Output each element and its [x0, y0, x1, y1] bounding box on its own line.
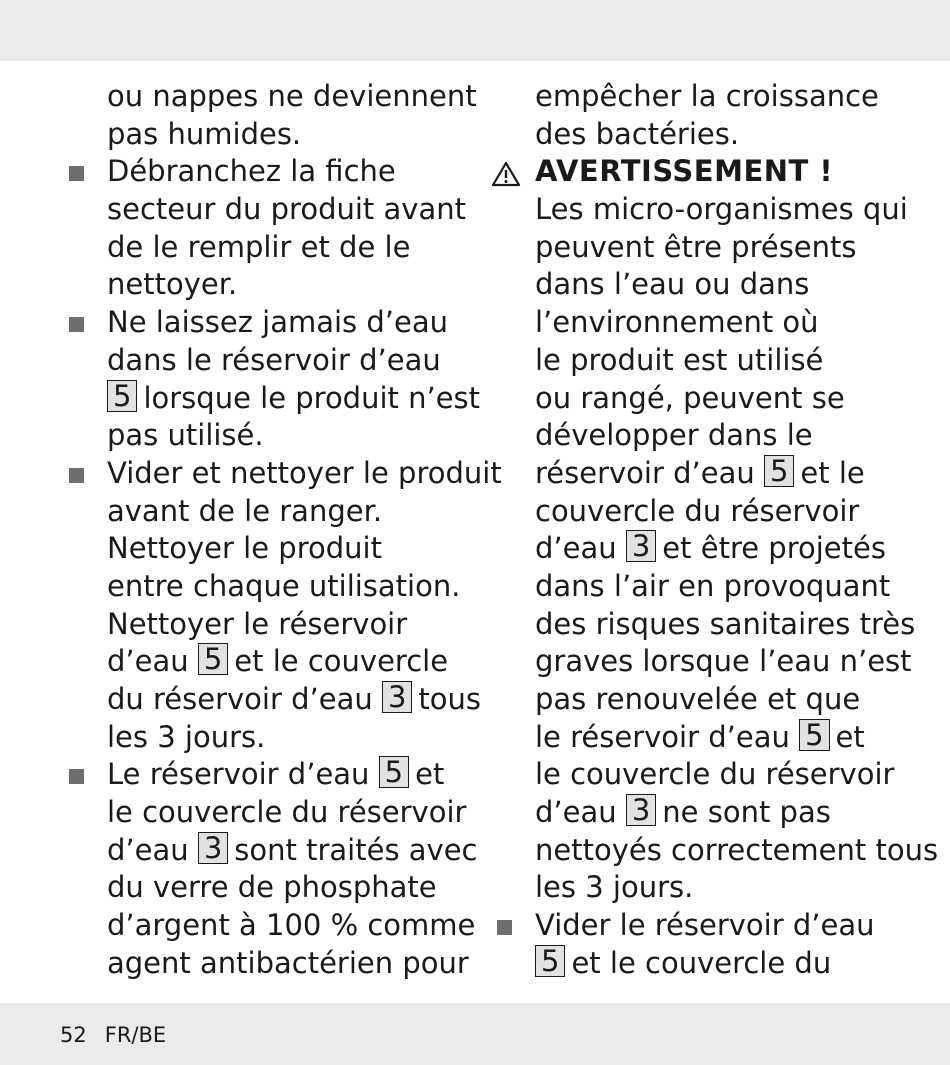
text-line: pas utilisé.	[107, 418, 264, 453]
page-footer	[60, 1022, 166, 1048]
text-line: pas humides.	[107, 116, 302, 151]
list-item: Ne laissez jamais d’eau	[107, 304, 477, 342]
bullet-square-icon	[69, 769, 84, 784]
part-reference-box: 5	[379, 756, 409, 788]
text-line: les 3 jours.	[107, 719, 266, 754]
list-item: Débranchez la fiche	[107, 153, 477, 191]
text-line: secteur du produit avant	[107, 192, 466, 227]
text-line: d’eau 3 ne sont pas	[535, 793, 831, 830]
top-band	[0, 0, 950, 61]
right-column	[535, 78, 939, 983]
text-line: le réservoir d’eau 5 et	[535, 717, 865, 754]
warning-triangle-icon	[491, 161, 521, 187]
page-number: 52	[60, 1023, 87, 1047]
part-reference-box: 5	[198, 643, 228, 675]
text-line: développer dans le	[535, 418, 813, 453]
text-line: entre chaque utilisation.	[107, 568, 461, 603]
left-column	[107, 78, 502, 983]
part-reference-box: 5	[107, 380, 137, 412]
list-item: Vider et nettoyer le produit	[107, 455, 477, 493]
locale-label: FR/BE	[104, 1023, 167, 1047]
text-line: de le remplir et de le	[107, 229, 411, 264]
bullet-square-icon	[69, 317, 84, 332]
text-line: d’argent à 100 % comme	[107, 908, 476, 943]
text-line: peuvent être présents	[535, 229, 857, 264]
text-line: réservoir d’eau 5 et le	[535, 453, 865, 490]
text-line: dans l’eau ou dans	[535, 267, 810, 302]
text-line: Nettoyer le réservoir	[107, 606, 408, 641]
text-line: du réservoir d’eau 3 tous	[107, 680, 482, 716]
text-line: d’eau 5 et le couvercle	[107, 642, 449, 679]
part-reference-box: 5	[764, 455, 794, 487]
part-reference-box: 3	[626, 530, 656, 562]
text-line: 5 lorsque le produit n’est	[107, 380, 477, 418]
bullet-square-icon	[69, 166, 84, 181]
text-line: le couvercle du réservoir	[107, 795, 467, 830]
bullet-square-icon	[69, 468, 84, 483]
bullet-square-icon	[497, 920, 512, 935]
text-line: ou nappes ne deviennent	[107, 79, 477, 113]
text-line: le produit est utilisé	[535, 342, 824, 377]
text-line: ou rangé, peuvent se	[535, 380, 845, 415]
list-item: Vider le réservoir d’eau	[535, 907, 915, 945]
part-reference-box: 3	[626, 794, 656, 826]
text-line: le couvercle du réservoir	[535, 757, 895, 792]
text-line: graves lorsque l’eau n’est	[535, 644, 912, 679]
part-reference-box: 5	[799, 719, 829, 751]
warning-title: AVERTISSEMENT !	[535, 154, 834, 189]
text-line: avant de le ranger.	[107, 493, 383, 528]
text-line: les 3 jours.	[535, 870, 694, 905]
text-line: du verre de phosphate	[107, 870, 437, 905]
text-line: des risques sanitaires très	[535, 606, 916, 641]
text-line: dans le réservoir d’eau	[107, 342, 441, 377]
part-reference-box: 3	[382, 681, 412, 713]
text-line: nettoyés correctement tous	[535, 832, 939, 867]
text-line: pas renouvelée et que	[535, 682, 861, 716]
text-line: Les micro-organismes qui	[535, 192, 908, 227]
text-line: agent antibactérien pour	[107, 945, 469, 980]
text-line: 5 et le couvercle du	[535, 945, 915, 983]
part-reference-box: 3	[198, 832, 228, 864]
text-line: empêcher la croissance	[535, 79, 879, 113]
text-line: Nettoyer le produit	[107, 531, 382, 566]
list-item: Le réservoir d’eau 5 et	[107, 756, 477, 794]
text-line: d’eau 3 sont traités avec	[107, 830, 478, 867]
text-line: couvercle du réservoir	[535, 493, 860, 528]
text-line: des bactéries.	[535, 116, 740, 151]
text-line: l’environnement où	[535, 305, 819, 340]
text-line: d’eau 3 et être projetés	[535, 529, 886, 566]
part-reference-box: 5	[535, 945, 565, 977]
text-line: dans l’air en provoquant	[535, 568, 891, 603]
warning-heading	[535, 153, 915, 191]
text-line: nettoyer.	[107, 267, 238, 302]
